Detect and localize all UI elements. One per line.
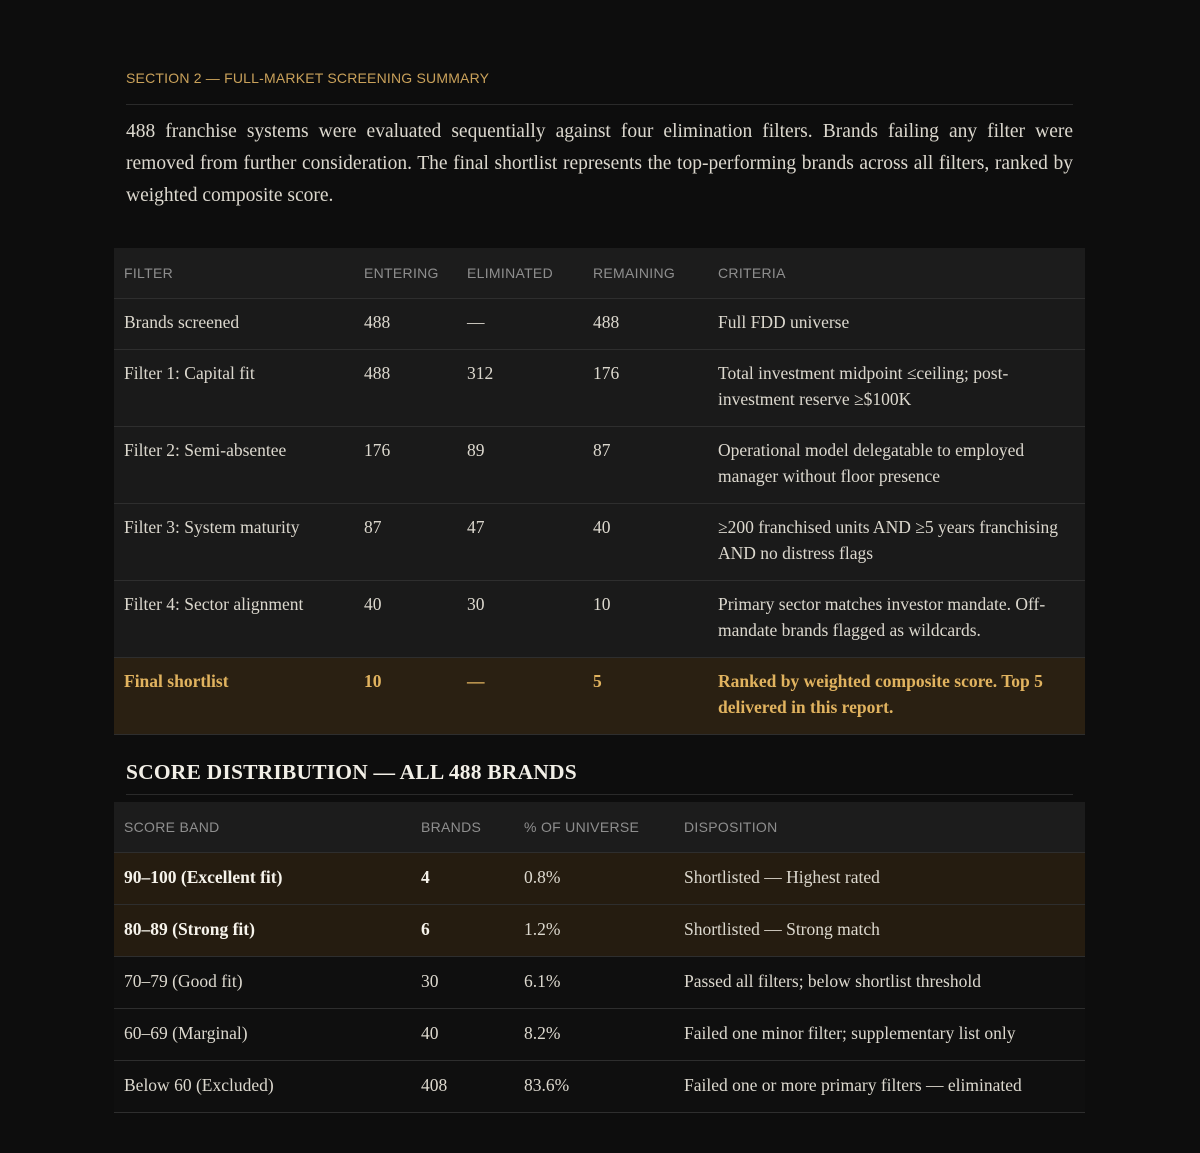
filter-name: Filter 1: Capital fit (114, 350, 354, 427)
table-row (114, 350, 1085, 427)
column-header-remaining: REMAINING (583, 248, 708, 299)
universe-percent: 83.6% (514, 1061, 674, 1113)
column-header-criteria: CRITERIA (708, 248, 1085, 299)
eliminated-count: — (457, 658, 583, 735)
final-shortlist-row (114, 658, 1085, 735)
distribution-title: SCORE DISTRIBUTION — ALL 488 BRANDS (126, 760, 577, 784)
remaining-count: 10 (583, 581, 708, 658)
table-row (114, 957, 1085, 1009)
filter-name: Filter 2: Semi-absentee (114, 427, 354, 504)
criteria-text: Primary sector matches investor mandate. Off-mandate brands flagged as wildcards. (708, 581, 1085, 658)
universe-percent: 8.2% (514, 1009, 674, 1061)
disposition-text: Passed all filters; below shortlist threshold (674, 957, 1085, 1009)
score-distribution-table (114, 802, 1085, 1113)
universe-percent: 1.2% (514, 905, 674, 957)
entering-count: 87 (354, 504, 457, 581)
score-band: 80–89 (Strong fit) (114, 905, 411, 957)
table-header-row (114, 802, 1085, 853)
brand-count: 4 (411, 853, 514, 905)
eliminated-count: 47 (457, 504, 583, 581)
column-header-disposition: DISPOSITION (674, 802, 1085, 853)
table-row (114, 427, 1085, 504)
entering-count: 40 (354, 581, 457, 658)
intro-paragraph: 488 franchise systems were evaluated sequentially against four elimination filters. Brands failing any filter were removed from further consideration. The final shortlist represents the top-performing brands across all filters, ranked by weighted composite score. (126, 121, 1073, 206)
filter-name: Final shortlist (114, 658, 354, 735)
criteria-text: Operational model delegatable to employed manager without floor presence (708, 427, 1085, 504)
filter-name: Filter 4: Sector alignment (114, 581, 354, 658)
table-row (114, 1061, 1085, 1113)
entering-count: 488 (354, 299, 457, 350)
disposition-text: Shortlisted — Strong match (674, 905, 1085, 957)
divider (126, 794, 1073, 795)
table-row (114, 581, 1085, 658)
brand-count: 30 (411, 957, 514, 1009)
table-row (114, 504, 1085, 581)
criteria-text: ≥200 franchised units AND ≥5 years franchising AND no distress flags (708, 504, 1085, 581)
divider (126, 104, 1073, 105)
column-header-entering: ENTERING (354, 248, 457, 299)
disposition-text: Shortlisted — Highest rated (674, 853, 1085, 905)
score-band: 90–100 (Excellent fit) (114, 853, 411, 905)
eliminated-count: 89 (457, 427, 583, 504)
filter-name: Filter 3: System maturity (114, 504, 354, 581)
eliminated-count: — (457, 299, 583, 350)
disposition-text: Failed one or more primary filters — eliminated (674, 1061, 1085, 1113)
column-header-brands: BRANDS (411, 802, 514, 853)
criteria-text: Full FDD universe (708, 299, 1085, 350)
table-row (114, 1009, 1085, 1061)
column-header-eliminated: ELIMINATED (457, 248, 583, 299)
column-header-percent: % OF UNIVERSE (514, 802, 674, 853)
score-band: Below 60 (Excluded) (114, 1061, 411, 1113)
remaining-count: 40 (583, 504, 708, 581)
table-row (114, 299, 1085, 350)
entering-count: 10 (354, 658, 457, 735)
brand-count: 408 (411, 1061, 514, 1113)
remaining-count: 87 (583, 427, 708, 504)
brand-count: 6 (411, 905, 514, 957)
column-header-score-band: SCORE BAND (114, 802, 411, 853)
criteria-text: Ranked by weighted composite score. Top 5 delivered in this report. (708, 658, 1085, 735)
table-row (114, 853, 1085, 905)
filter-name: Brands screened (114, 299, 354, 350)
remaining-count: 176 (583, 350, 708, 427)
entering-count: 488 (354, 350, 457, 427)
table-header-row (114, 248, 1085, 299)
eliminated-count: 30 (457, 581, 583, 658)
disposition-text: Failed one minor filter; supplementary list only (674, 1009, 1085, 1061)
remaining-count: 488 (583, 299, 708, 350)
score-band: 60–69 (Marginal) (114, 1009, 411, 1061)
universe-percent: 0.8% (514, 853, 674, 905)
column-header-filter: FILTER (114, 248, 354, 299)
score-band: 70–79 (Good fit) (114, 957, 411, 1009)
criteria-text: Total investment midpoint ≤ceiling; post-investment reserve ≥$100K (708, 350, 1085, 427)
eliminated-count: 312 (457, 350, 583, 427)
brand-count: 40 (411, 1009, 514, 1061)
entering-count: 176 (354, 427, 457, 504)
remaining-count: 5 (583, 658, 708, 735)
table-row (114, 905, 1085, 957)
filter-table (114, 248, 1085, 735)
universe-percent: 6.1% (514, 957, 674, 1009)
section-label: SECTION 2 — FULL-MARKET SCREENING SUMMARY (126, 70, 490, 86)
